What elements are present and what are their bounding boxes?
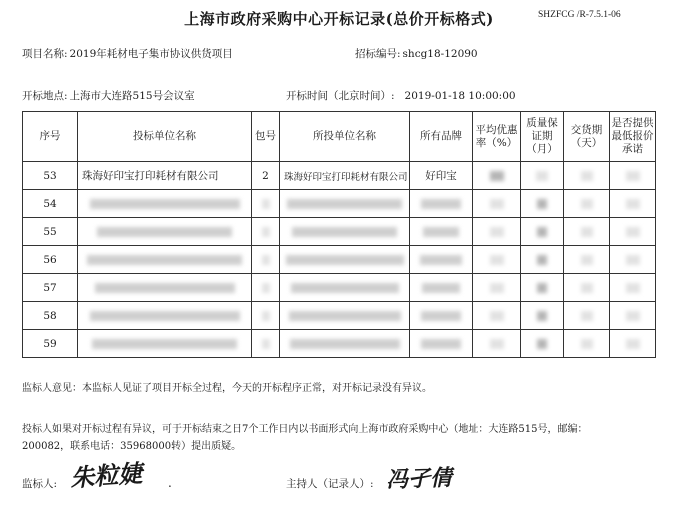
row-seq: 57 bbox=[23, 274, 78, 302]
objection-notice-line2: 200082，联系电话：35968000转）提出质疑。 bbox=[22, 441, 242, 452]
table-row bbox=[23, 162, 656, 190]
page-title: 上海市政府采购中心开标记录(总价开标格式) bbox=[184, 10, 494, 28]
row-organization-redacted bbox=[280, 246, 410, 274]
table-row bbox=[23, 218, 656, 246]
opening-time-value: 2019-01-18 10:00:00 bbox=[404, 90, 516, 102]
header-organization: 所投单位名称 bbox=[280, 112, 410, 162]
header-warranty-line1: 质量保 bbox=[526, 117, 558, 129]
row-seq: 53 bbox=[23, 162, 78, 190]
header-lowest-line1: 是否提供 bbox=[611, 117, 654, 129]
row-discount-redacted bbox=[473, 162, 521, 190]
bid-opening-table bbox=[22, 111, 656, 358]
header-warranty-line2: 证期 bbox=[531, 130, 553, 142]
row-bidder-redacted bbox=[78, 274, 252, 302]
row-seq: 55 bbox=[23, 218, 78, 246]
signature-dot: . bbox=[168, 476, 172, 490]
row-bidder: 珠海好印宝打印耗材有限公司 bbox=[78, 162, 252, 190]
header-lowest-price bbox=[610, 112, 656, 162]
row-organization: 珠海好印宝打印耗材有限公司 bbox=[280, 162, 410, 190]
row-brand: 好印宝 bbox=[410, 162, 473, 190]
row-seq: 56 bbox=[23, 246, 78, 274]
supervisor-label: 监标人: bbox=[22, 478, 58, 490]
header-discount bbox=[473, 112, 521, 162]
opening-time-label: 开标时间（北京时间）: bbox=[286, 90, 395, 102]
row-bidder-redacted bbox=[78, 218, 252, 246]
project-name-field bbox=[22, 46, 233, 61]
header-brand: 所有品牌 bbox=[410, 112, 473, 162]
table-row bbox=[23, 190, 656, 218]
row-warranty-redacted bbox=[521, 162, 564, 190]
table-row bbox=[23, 246, 656, 274]
table-row bbox=[23, 274, 656, 302]
table-row bbox=[23, 302, 656, 330]
host-label: 主持人（记录人）: bbox=[286, 478, 374, 490]
bid-number-value: shcg18-12090 bbox=[402, 48, 478, 60]
opening-time-field bbox=[286, 88, 516, 103]
supervisor-opinion: 监标人意见：本监标人见证了项目开标全过程，今天的开标程序正常，对开标记录没有异议。 bbox=[22, 383, 432, 394]
row-bidder-redacted bbox=[78, 190, 252, 218]
row-package: 2 bbox=[252, 162, 280, 190]
table-row bbox=[23, 330, 656, 358]
project-name-value: 2019年耗材电子集市协议供货项目 bbox=[69, 48, 233, 60]
supervisor-signature: 朱粒婕 bbox=[69, 458, 144, 493]
host-signature: 冯孑倩 bbox=[385, 464, 453, 494]
row-bidder-redacted bbox=[78, 330, 252, 358]
row-organization-redacted bbox=[280, 330, 410, 358]
row-bidder-redacted bbox=[78, 246, 252, 274]
bid-number-field bbox=[355, 46, 478, 61]
row-delivery-redacted bbox=[564, 162, 610, 190]
location-value: 上海市大连路515号会议室 bbox=[69, 90, 195, 102]
header-delivery-line2: （天） bbox=[570, 136, 603, 149]
row-organization-redacted bbox=[280, 190, 410, 218]
header-lowest-line3: 承诺 bbox=[622, 143, 643, 155]
row-seq: 59 bbox=[23, 330, 78, 358]
header-delivery bbox=[564, 112, 610, 162]
header-discount-line2: 率（%） bbox=[475, 136, 518, 149]
header-package: 包号 bbox=[252, 112, 280, 162]
objection-notice-line1: 投标人如果对开标过程有异议，可于开标结束之日7个工作日内以书面形式向上海市政府采购中心（地址：大连路515号，邮编： bbox=[22, 424, 588, 435]
row-bidder-redacted bbox=[78, 302, 252, 330]
header-delivery-line1: 交货期 bbox=[570, 123, 603, 136]
table-header-row bbox=[23, 112, 656, 162]
header-warranty-line3: （月） bbox=[526, 143, 558, 155]
row-lowest-redacted bbox=[610, 162, 656, 190]
project-name-label: 项目名称: bbox=[22, 48, 68, 60]
header-seq: 序号 bbox=[23, 112, 78, 162]
header-lowest-line2: 最低报价 bbox=[611, 130, 654, 142]
header-discount-line1: 平均优惠 bbox=[475, 123, 518, 136]
bid-number-label: 招标编号: bbox=[355, 48, 401, 60]
document-code: SHZFCG /R-7.5.1-06 bbox=[538, 10, 621, 20]
row-organization-redacted bbox=[280, 218, 410, 246]
location-label: 开标地点: bbox=[22, 90, 68, 102]
row-seq: 58 bbox=[23, 302, 78, 330]
row-organization-redacted bbox=[280, 302, 410, 330]
row-organization-redacted bbox=[280, 274, 410, 302]
header-warranty bbox=[521, 112, 564, 162]
header-bidder: 投标单位名称 bbox=[78, 112, 252, 162]
location-field bbox=[22, 88, 195, 103]
row-seq: 54 bbox=[23, 190, 78, 218]
